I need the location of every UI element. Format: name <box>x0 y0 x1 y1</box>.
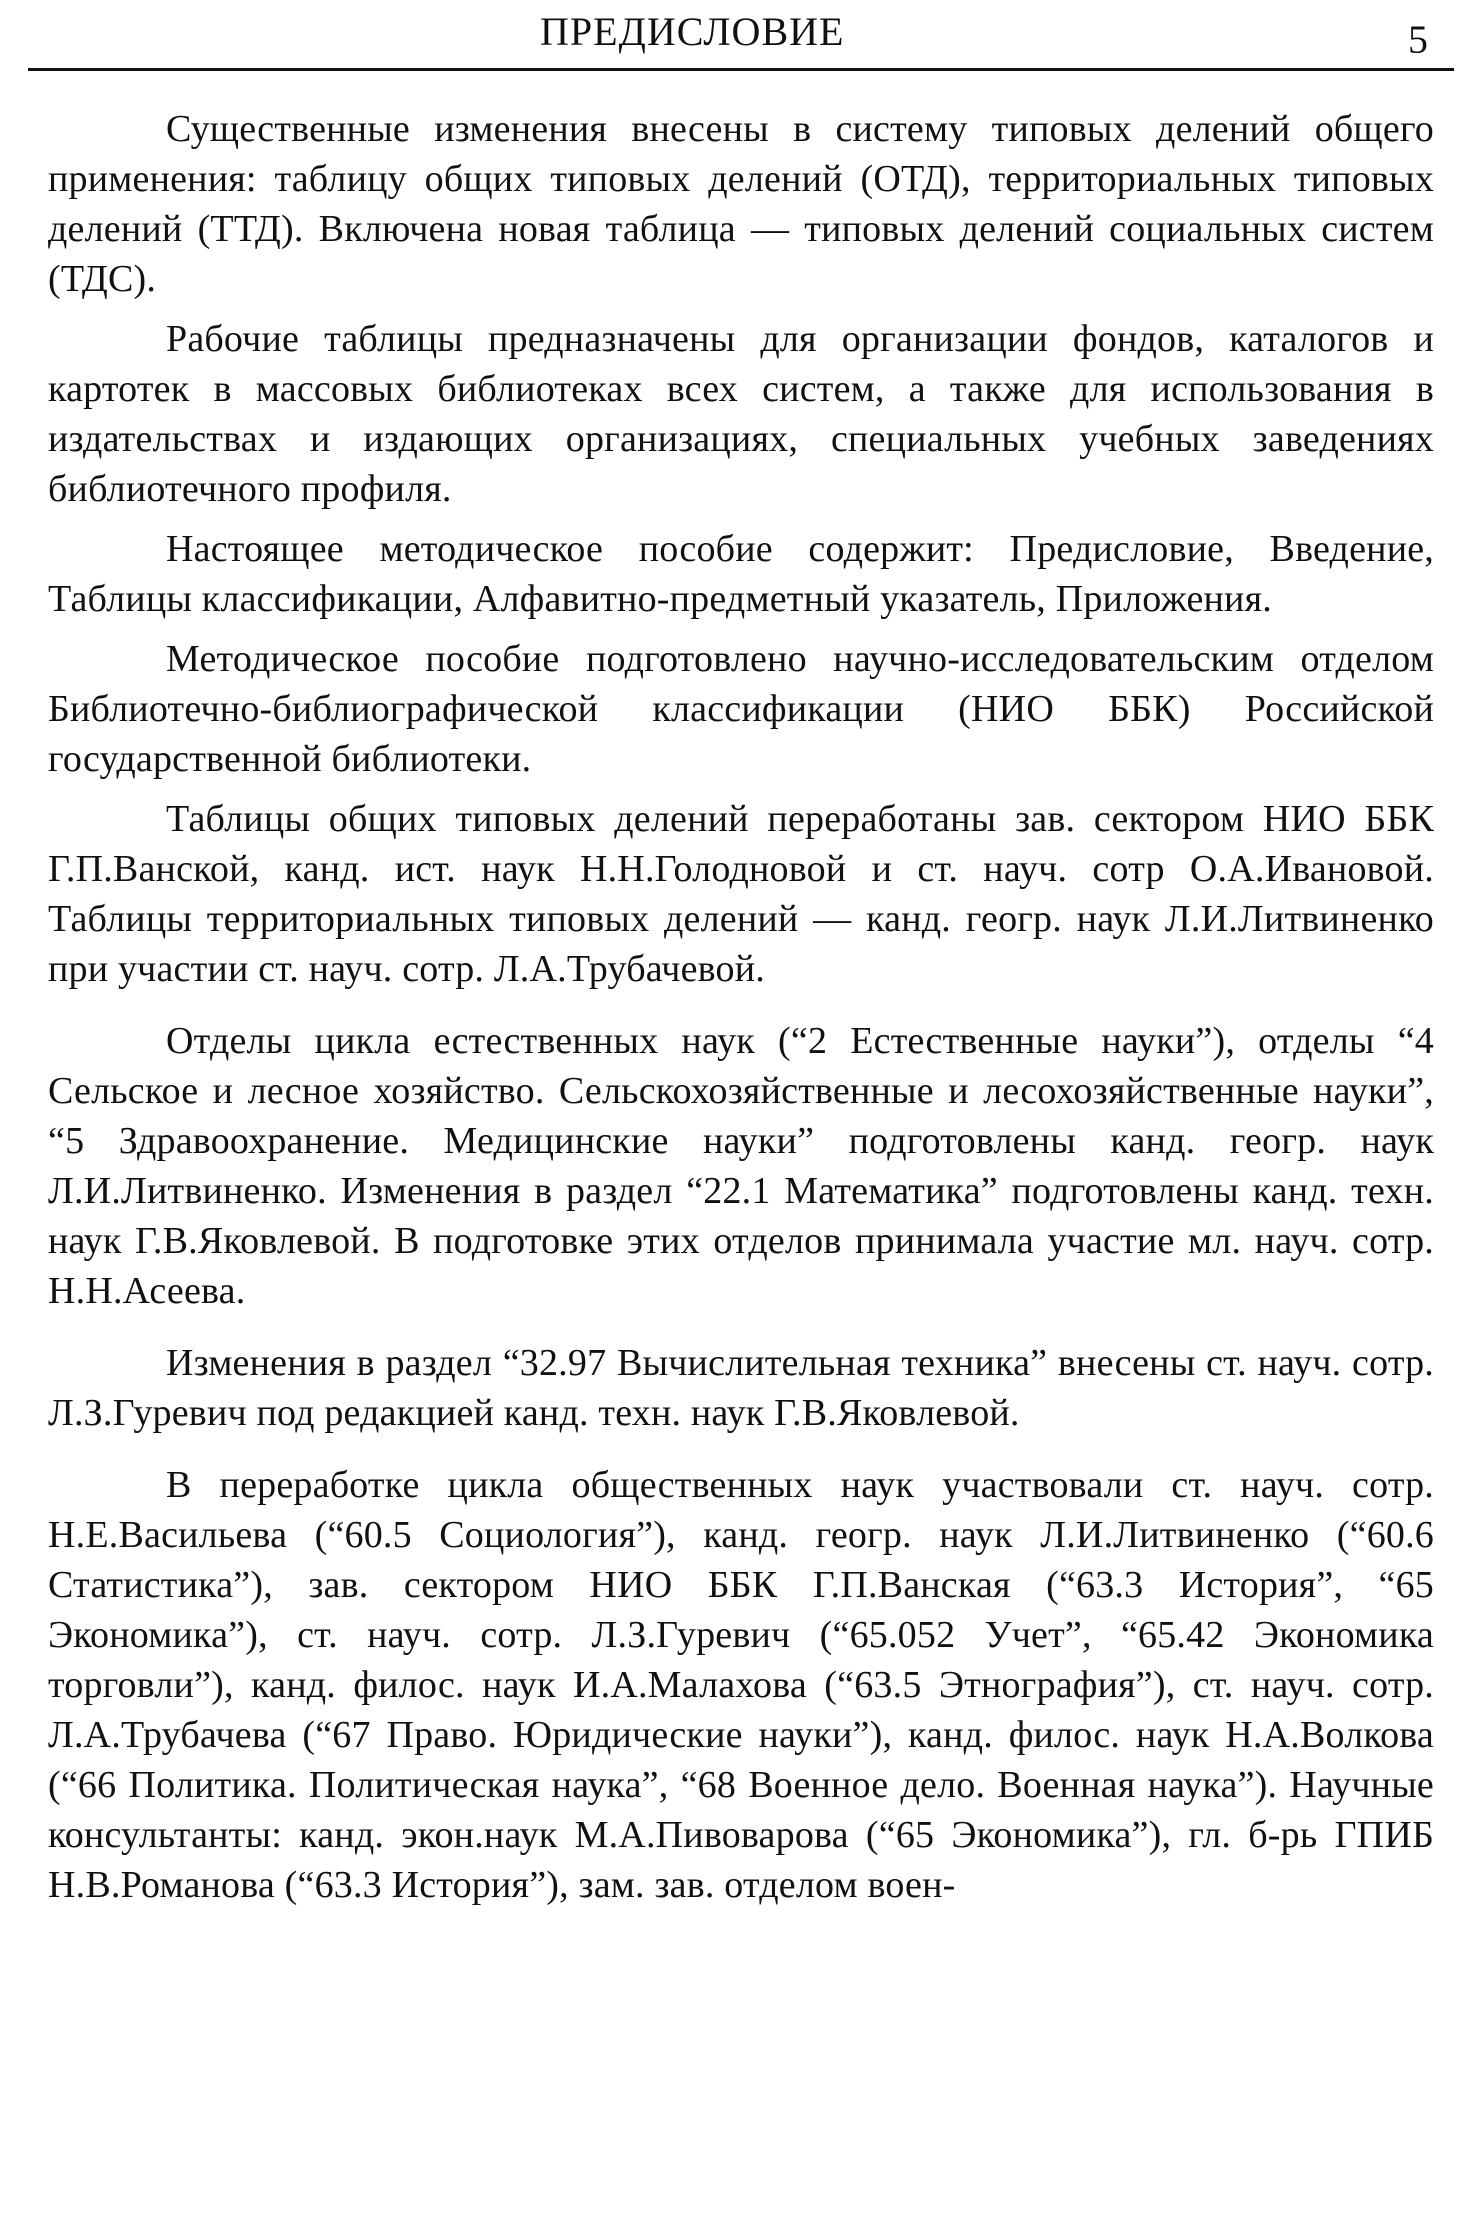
paragraph: В переработке цикла общественных наук участвовали ст. науч. сотр. Н.Е.Васильева (“60.5 Социология”), канд. геогр. наук Л.И.Литвиненко (“60.6 Статистика”), зав. сектором НИО ББК Г.П.Ванская (“63.3 История”, “65 Экономика”), ст. науч. сотр. Л.З.Гуревич (“65.052 Учет”, “65.42 Экономика торговли”), канд. филос. наук И.А.Малахова (“63.5 Этнография”), ст. науч. сотр. Л.А.Трубачева (“67 Право. Юридические науки”), канд. филос. наук Н.А.Волкова (“66 Политика. Политическая наука”, “68 Военное дело. Военная наука”). Научные консультанты: канд. экон.наук М.А.Пивоварова (“65 Экономика”), гл. б-рь ГПИБ Н.В.Романова (“63.3 История”), зам. зав. отделом воен- <box>48 1464 1434 1906</box>
paragraph: Методическое пособие подготовлено научно-исследовательским отделом Библиотечно-библиографической классификации (НИО ББК) Российской государственной библиотеки. <box>48 638 1434 780</box>
running-title: ПРЕДИСЛОВИЕ <box>540 9 845 54</box>
paragraph: Существенные изменения внесены в систему типовых делений общего применения: таблицу общих типовых делений (ОТД), территориальных типовых делений (ТТД). Включена новая таблица — типовых делений социальных систем (ТДС). <box>48 108 1434 300</box>
paragraph: Таблицы общих типовых делений переработаны зав. сектором НИО ББК Г.П.Ванской, канд. ист. наук Н.Н.Голодновой и ст. науч. сотр О.А.Ивановой. Таблицы территориальных типовых делений — канд. геогр. наук Л.И.Литвиненко при участии ст. науч. сотр. Л.А.Трубачевой. <box>48 798 1434 990</box>
page-number: 5 <box>1408 17 1428 62</box>
paragraph: Настоящее методическое пособие содержит: Предисловие, Введение, Таблицы классификации, Алфавитно-предметный указатель, Приложения. <box>48 528 1434 620</box>
body-text <box>48 104 1434 1920</box>
paragraph: Отделы цикла естественных наук (“2 Естественные науки”), отделы “4 Сельское и лесное хозяйство. Сельскохозяйственные и лесохозяйственные науки”, “5 Здравоохранение. Медицинские науки” подготовлены канд. геогр. наук Л.И.Литвиненко. Изменения в раздел “22.1 Математика” подготовлены канд. техн. наук Г.В.Яковлевой. В подготовке этих отделов принимала участие мл. науч. сотр. Н.Н.Асеева. <box>48 1020 1434 1312</box>
header-rule <box>28 68 1454 71</box>
paragraph: Изменения в раздел “32.97 Вычислительная техника” внесены ст. науч. сотр. Л.З.Гуревич под редакцией канд. техн. наук Г.В.Яковлевой. <box>48 1342 1434 1434</box>
paragraph: Рабочие таблицы предназначены для организации фондов, каталогов и картотек в массовых библиотеках всех систем, а также для использования в издательствах и издающих организациях, специальных учебных заведениях библиотечного профиля. <box>48 318 1434 510</box>
running-header <box>0 0 1481 72</box>
